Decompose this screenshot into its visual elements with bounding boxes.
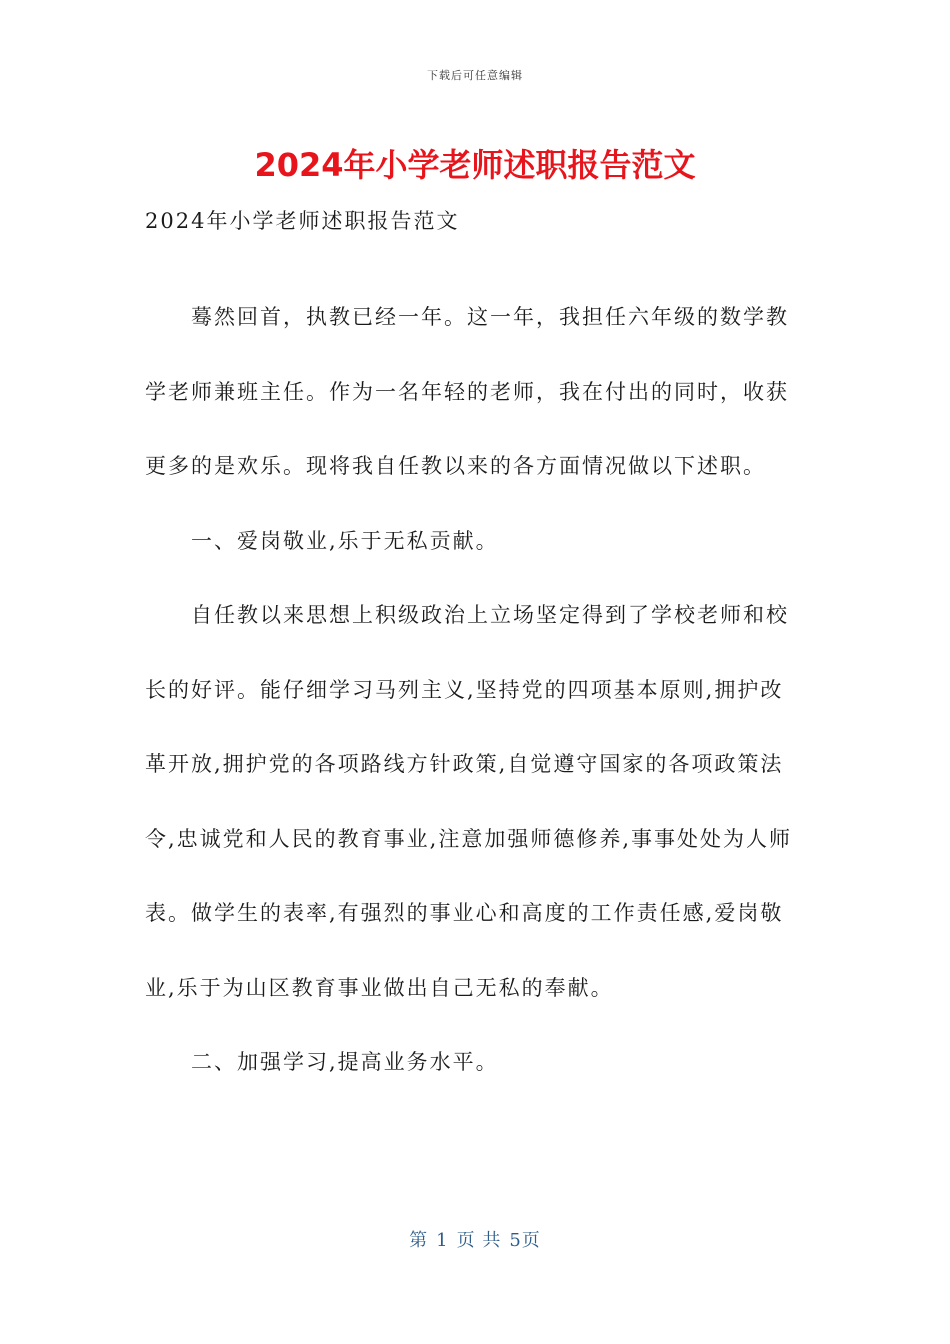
paragraph-intro: 蓦然回首，执教已经一年。这一年，我担任六年级的数学教学老师兼班主任。作为一名年轻的老师，我在付出的同时，收获更多的是欢乐。现将我自任教以来的各方面情况做以下述职。	[145, 305, 789, 478]
footer-prefix: 第	[409, 1230, 429, 1251]
paragraph-section-1: 自任教以来思想上积级政治上立场坚定得到了学校老师和校长的好评。能仔细学习马列主义,坚持党的四项基本原则,拥护改革开放,拥护党的各项路线方针政策,自觉遵守国家的各项政策法令,忠诚党和人民的教育事业,注意加强师德修养,事事处处为人师表。做学生的表率,有强烈的事业心和高度的工作责任感,爱岗敬业,乐于为山区教育事业做出自己无私的奉献。	[145, 603, 793, 1000]
section-heading-1: 一、爱岗敬业,乐于无私贡献。	[191, 528, 499, 553]
document-body	[145, 280, 805, 1100]
document-subtitle: 2024年小学老师述职报告范文	[145, 209, 460, 233]
document-title: 2024年小学老师述职报告范文	[254, 146, 696, 184]
section-heading-2: 二、加强学习,提高业务水平。	[191, 1050, 499, 1074]
footer-middle: 页 共	[456, 1230, 502, 1251]
footer-total-pages: 5页	[509, 1230, 541, 1251]
footer-page-number: 1	[436, 1230, 449, 1251]
header-note: 下载后可任意编辑	[427, 69, 523, 82]
page-footer	[0, 1226, 950, 1252]
